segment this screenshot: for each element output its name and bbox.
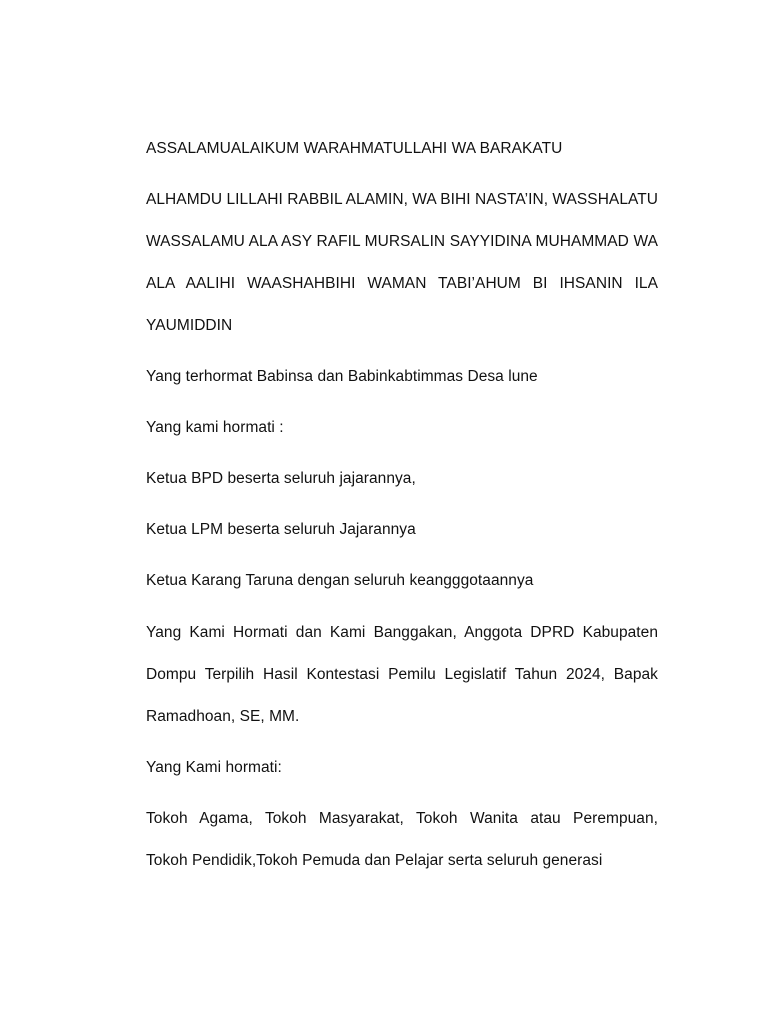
tokoh-line-1: Tokoh Agama, Tokoh Masyarakat, Tokoh Wanita atau Perempuan, (146, 810, 658, 827)
dprd-line-1: Yang Kami Hormati dan Kami Banggakan, Anggota DPRD Kabupaten (146, 624, 658, 641)
salutation-kami-hormati (146, 419, 658, 461)
greeting-line (146, 140, 658, 182)
salutation-kami-hormati-2 (146, 759, 658, 801)
salutation-kami-hormati-text: Yang kami hormati : (146, 419, 284, 436)
opening-line-2: WASSALAMU ALA ASY RAFIL MURSALIN SAYYIDINA MUHAMMAD WA (146, 233, 658, 250)
tokoh-line-2: Tokoh Pendidik,Tokoh Pemuda dan Pelajar serta seluruh generasi (146, 852, 603, 869)
ketua-karang-taruna-text: Ketua Karang Taruna dengan seluruh keangggotaannya (146, 572, 534, 589)
salutation-babinsa-text: Yang terhormat Babinsa dan Babinkabtimmas Desa lune (146, 368, 538, 385)
opening-line-3: ALA AALIHI WAASHAHBIHI WAMAN TABI’AHUM BI IHSANIN ILA (146, 275, 658, 292)
opening-line-4: YAUMIDDIN (146, 317, 233, 334)
greeting-text: ASSALAMUALAIKUM WARAHMATULLAHI WA BARAKATU (146, 140, 563, 157)
tokoh-paragraph (146, 810, 658, 894)
ketua-bpd-text: Ketua BPD beserta seluruh jajarannya, (146, 470, 416, 487)
salutation-kami-hormati-2-text: Yang Kami hormati: (146, 759, 282, 776)
salutation-babinsa (146, 368, 658, 410)
opening-line-1: ALHAMDU LILLAHI RABBIL ALAMIN, WA BIHI NASTA’IN, WASSHALATU (146, 191, 658, 208)
ketua-lpm-text: Ketua LPM beserta seluruh Jajarannya (146, 521, 416, 538)
ketua-lpm (146, 521, 658, 563)
ketua-bpd (146, 470, 658, 512)
dprd-paragraph (146, 624, 658, 750)
dprd-line-3: Ramadhoan, SE, MM. (146, 708, 300, 725)
ketua-karang-taruna (146, 572, 658, 614)
opening-paragraph (146, 191, 658, 359)
dprd-line-2: Dompu Terpilih Hasil Kontestasi Pemilu Legislatif Tahun 2024, Bapak (146, 666, 658, 683)
